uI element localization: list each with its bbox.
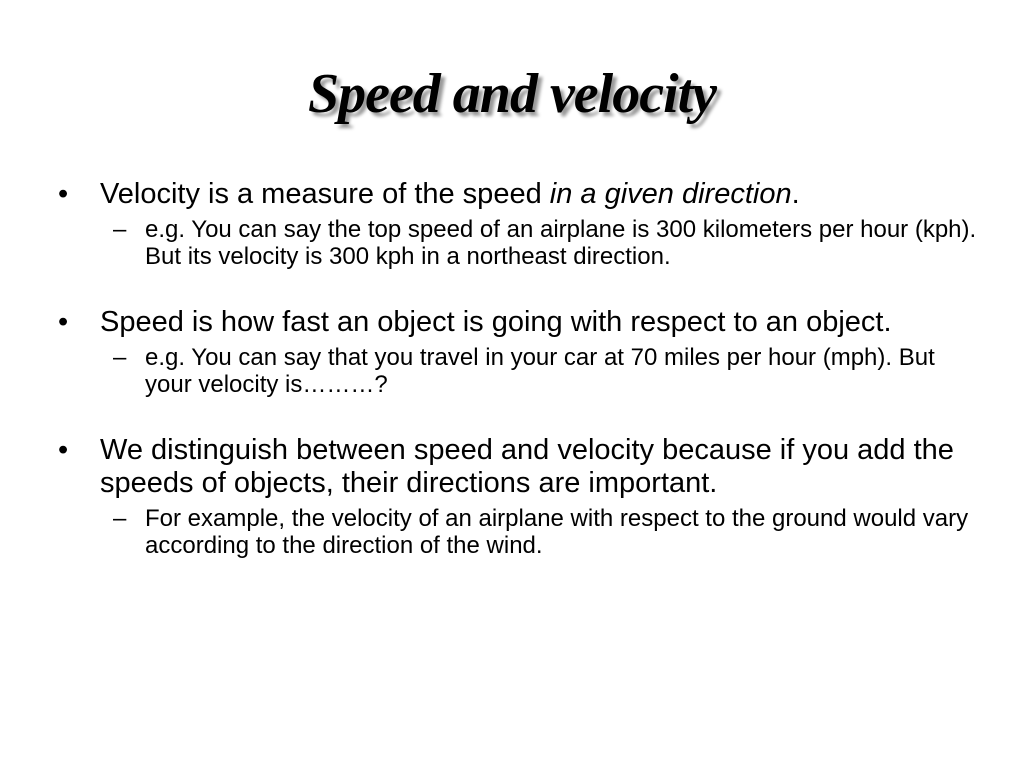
bullet-text-1-end: . (791, 178, 800, 210)
sub-point-2 (113, 344, 985, 398)
sub-text-1: e.g. You can say the top speed of an airplane is 300 kilometers per hour (kph). But its velocity is 300 kph in a northeast direction. (145, 216, 977, 270)
sub-marker: – (113, 344, 127, 371)
bullet-marker: • (58, 434, 69, 466)
bullet-group-2 (0, 306, 1024, 398)
sub-text-2: e.g. You can say that you travel in your car at 70 miles per hour (mph). But your velocity is………? (145, 344, 935, 398)
bullet-group-3 (0, 434, 1024, 559)
bullet-point-1 (58, 178, 960, 211)
bullet-point-3 (58, 434, 960, 500)
bullet-marker: • (58, 178, 69, 210)
bullet-text-1-start: Velocity is a measure of the speed (100, 178, 550, 210)
bullet-group-1 (0, 178, 1024, 270)
sub-point-3 (113, 505, 985, 559)
sub-text-3: For example, the velocity of an airplane with respect to the ground would vary according to the direction of the wind. (145, 505, 969, 559)
sub-marker: – (113, 505, 127, 532)
bullet-text-1-italic: in a given direction (549, 178, 792, 210)
bullet-text-3: We distinguish between speed and velocity because if you add the speeds of objects, their directions are important. (100, 434, 954, 499)
sub-point-1 (113, 216, 985, 270)
slide-title: Speed and velocity (307, 63, 717, 125)
bullet-text-2: Speed is how fast an object is going with respect to an object. (100, 306, 892, 338)
sub-marker: – (113, 216, 127, 243)
slide-body (0, 178, 1024, 559)
bullet-point-2 (58, 306, 960, 339)
bullet-marker: • (58, 306, 69, 338)
